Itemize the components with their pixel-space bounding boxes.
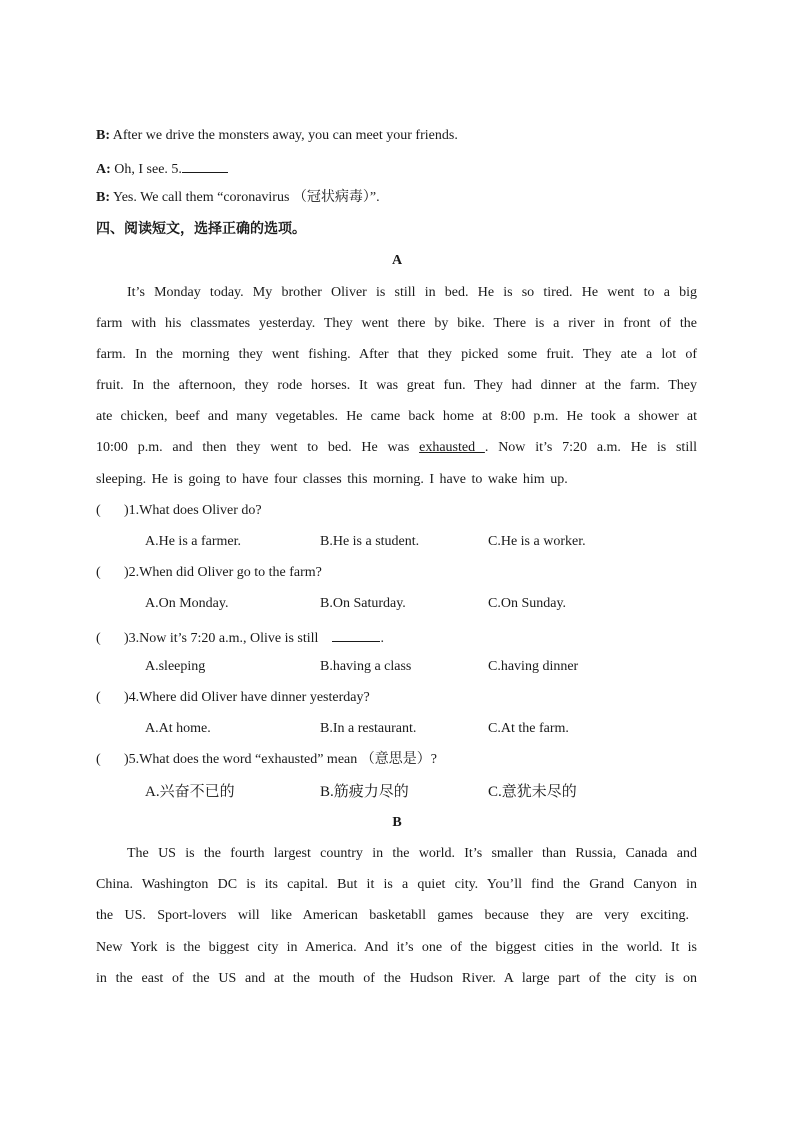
question-2	[96, 564, 322, 582]
passage-a-line-2: farm with his classmates yesterday. They went there by bike. There is a river in front of the	[96, 316, 697, 331]
passage-b-line-2: China. Washington DC is its capital. But it is a quiet city. You’ll find the Grand Canyon in	[96, 877, 697, 892]
passage-a-line-7: sleeping. He is going to have four classes this morning. I have to wake him up.	[96, 472, 568, 487]
passage-a-line-3: farm. In the morning they went fishing. After that they picked some fruit. They ate a lot of	[96, 347, 697, 362]
q1-option-b[interactable]: B.He is a student.	[320, 534, 420, 549]
question-4	[96, 689, 370, 707]
dialogue-line-2	[96, 158, 228, 179]
q5-option-b[interactable]: B.筋疲力尽的	[320, 784, 409, 800]
q5-option-c[interactable]: C.意犹未尽的	[488, 784, 577, 800]
line-text: . Now it’s 7:20 a.m. He is still	[484, 440, 697, 455]
question-stem: )5.What does the word “exhausted” mean （意思是）?	[124, 752, 437, 767]
dialogue-text: After we drive the monsters away, you can meet your friends.	[110, 128, 458, 143]
passage-b-line-4: New York is the biggest city in America. And it’s one of the biggest cities in the world. It is	[96, 940, 697, 955]
answer-paren[interactable]: (	[96, 631, 101, 646]
q3-option-c[interactable]: C.having dinner	[488, 659, 579, 674]
question-stem: )2.When did Oliver go to the farm?	[124, 565, 322, 580]
q4-option-b[interactable]: B.In a restaurant.	[320, 721, 417, 736]
q3-option-b[interactable]: B.having a class	[320, 659, 412, 674]
q1-option-c[interactable]: C.He is a worker.	[488, 534, 586, 549]
q1-option-a[interactable]: A.He is a farmer.	[145, 534, 242, 549]
q2-option-a[interactable]: A.On Monday.	[145, 596, 229, 611]
q3-option-a[interactable]: A.sleeping	[145, 659, 206, 674]
passage-b-label: B	[392, 815, 402, 830]
dialogue-text: Yes. We call them “coronavirus （冠状病毒）”.	[110, 190, 380, 205]
passage-b-line-3: the US. Sport-lovers will like American basketabll games because they are very exciting.	[96, 908, 689, 923]
dialogue-line-3	[96, 189, 380, 207]
question-3	[96, 627, 384, 648]
answer-paren[interactable]: (	[96, 690, 101, 705]
underlined-word-exhausted: exhausted	[419, 440, 485, 455]
passage-b-line-5: in the east of the US and at the mouth of the Hudson River. A large part of the city is on	[96, 971, 697, 986]
answer-blank[interactable]	[332, 627, 380, 642]
q2-option-c[interactable]: C.On Sunday.	[488, 596, 567, 611]
passage-a-line-6	[96, 439, 697, 457]
question-stem: )3.Now it’s 7:20 a.m., Olive is still	[124, 631, 319, 646]
passage-a-line-1: It’s Monday today. My brother Oliver is still in bed. He is so tired. He went to a big	[127, 285, 697, 300]
q4-option-c[interactable]: C.At the farm.	[488, 721, 569, 736]
answer-paren[interactable]: (	[96, 503, 101, 518]
q2-option-b[interactable]: B.On Saturday.	[320, 596, 406, 611]
question-5	[96, 751, 437, 769]
dialogue-text: Oh, I see. 5.	[110, 162, 182, 177]
answer-paren[interactable]: (	[96, 752, 101, 767]
answer-blank[interactable]	[182, 158, 228, 173]
line-text: 10:00 p.m. and then they went to bed. He was	[96, 440, 420, 455]
section-heading: 四、阅读短文，选择正确的选项。	[96, 222, 306, 237]
question-stem: )4.Where did Oliver have dinner yesterday?	[124, 690, 370, 705]
dialogue-line-1	[96, 127, 458, 145]
question-1	[96, 502, 262, 520]
speaker-label: A:	[96, 162, 111, 177]
question-stem-tail: .	[380, 631, 384, 646]
speaker-label: B:	[96, 128, 110, 143]
passage-a-label: A	[391, 253, 403, 268]
passage-a-line-4: fruit. In the afternoon, they rode horses. It was great fun. They had dinner at the farm. They	[96, 378, 697, 393]
question-stem: )1.What does Oliver do?	[124, 503, 262, 518]
q4-option-a[interactable]: A.At home.	[145, 721, 211, 736]
speaker-label: B:	[96, 190, 110, 205]
passage-b-line-1: The US is the fourth largest country in the world. It’s smaller than Russia, Canada and	[127, 846, 697, 861]
passage-a-line-5: ate chicken, beef and many vegetables. He came back home at 8:00 p.m. He took a shower at	[96, 409, 697, 424]
answer-paren[interactable]: (	[96, 565, 101, 580]
q5-option-a[interactable]: A.兴奋不已的	[145, 784, 235, 800]
